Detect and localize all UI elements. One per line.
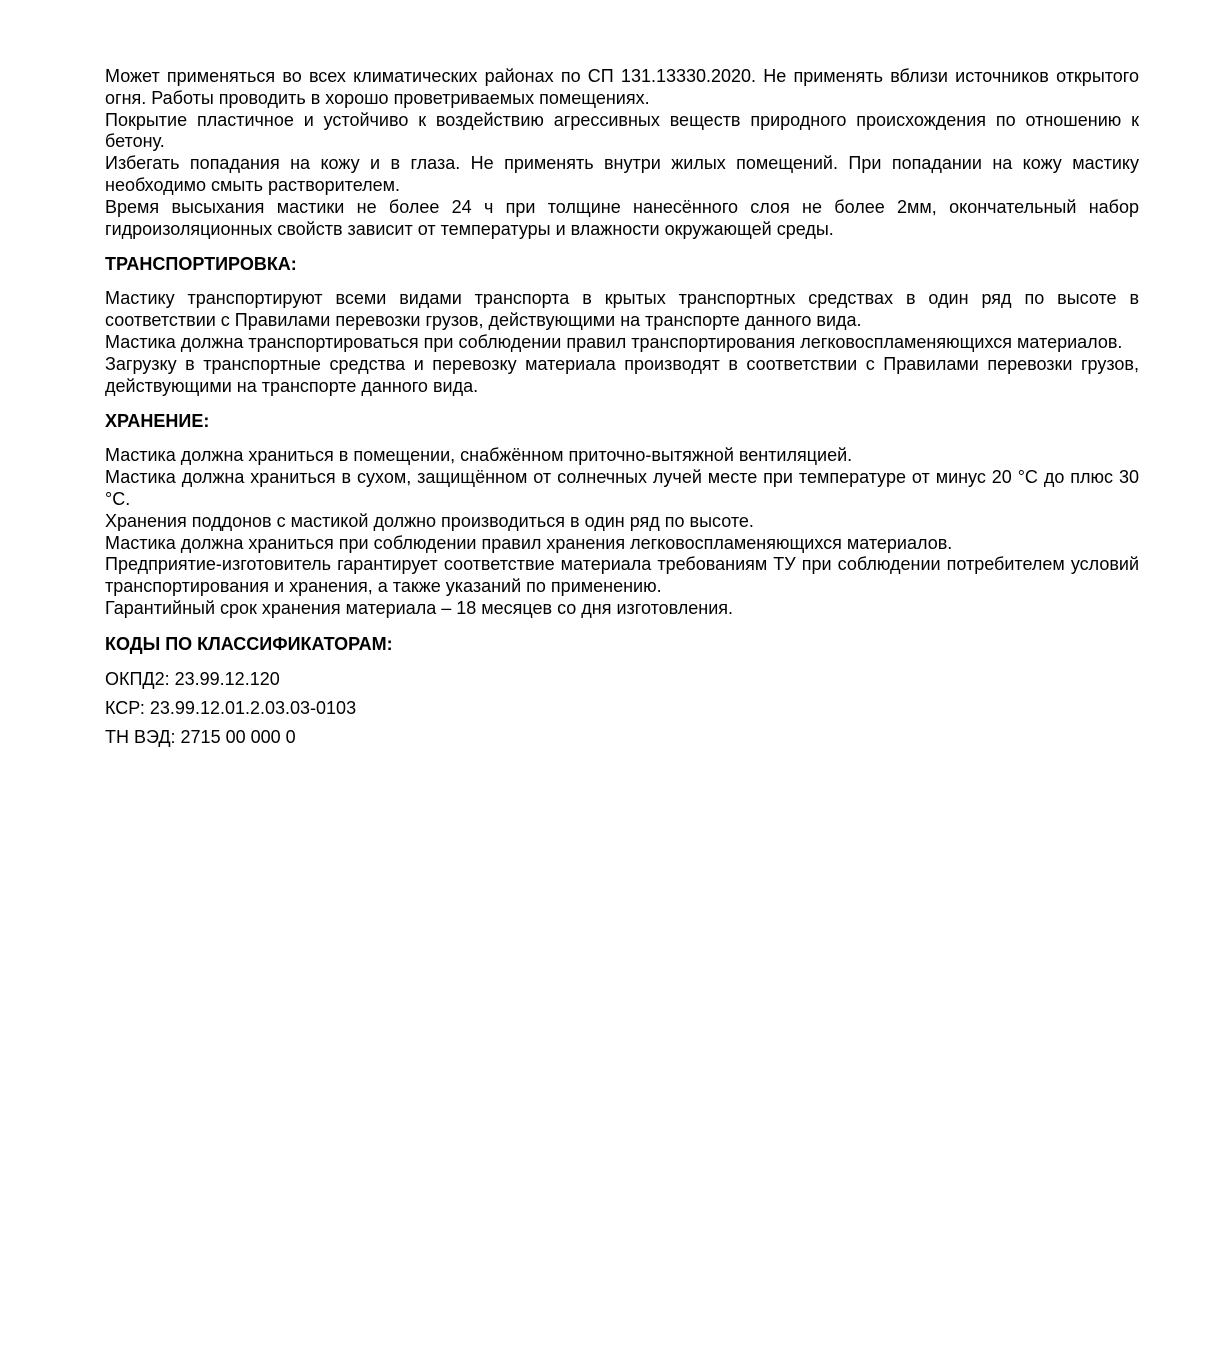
- section-heading-storage: ХРАНЕНИЕ:: [105, 411, 210, 432]
- paragraph: Предприятие-изготовитель гарантирует соответствие материала требованиям ТУ при соблюдении потребителем условий транспортирования и хранения, а также указаний по применению.: [105, 554, 1139, 597]
- paragraph: Мастика должна транспортироваться при соблюдении правил транспортирования легковоспламеняющихся материалов.: [105, 331, 1123, 352]
- paragraph: Избегать попадания на кожу и в глаза. Не применять внутри жилых помещений. При попадании на кожу мастику необходимо смыть растворителем.: [105, 153, 1139, 195]
- paragraph: Мастика должна храниться в помещении, снабжённом приточно-вытяжной вентиляцией.: [105, 445, 853, 466]
- code-okpd2: ОКПД2: 23.99.12.120: [105, 668, 280, 689]
- paragraph: Мастика должна храниться при соблюдении правил хранения легковоспламеняющихся материалов.: [105, 532, 953, 553]
- code-tn-ved: ТН ВЭД: 2715 00 000 0: [105, 726, 296, 747]
- section-heading-codes: КОДЫ ПО КЛАССИФИКАТОРАМ:: [105, 633, 393, 654]
- document-page: [105, 66, 1139, 755]
- paragraph: Мастику транспортируют всеми видами транспорта в крытых транспортных средствах в один ряд по высоте в соответствии с Правилами перевозки грузов, действующими на транспорте данного вида.: [105, 288, 1139, 331]
- paragraph: Загрузку в транспортные средства и перевозку материала производят в соответствии с Правилами перевозки грузов, действующими на транспорте данного вида.: [105, 353, 1139, 396]
- code-ksr: КСР: 23.99.12.01.2.03.03-0103: [105, 697, 357, 718]
- paragraph: Мастика должна храниться в сухом, защищённом от солнечных лучей месте при температуре от минус 20 °С до плюс 30 °С.: [105, 467, 1139, 509]
- paragraph: Хранения поддонов с мастикой должно производиться в один ряд по высоте.: [105, 510, 754, 531]
- section-heading-transport: ТРАНСПОРТИРОВКА:: [105, 254, 297, 275]
- paragraph: Время высыхания мастики не более 24 ч при толщине нанесённого слоя не более 2мм, окончательный набор гидроизоляционных свойств зависит от температуры и влажности окружающей среды.: [105, 196, 1139, 239]
- paragraph: Может применяться во всех климатических районах по СП 131.13330.2020. Не применять вблизи источников открытого огня. Работы проводить в хорошо проветриваемых помещениях.: [105, 66, 1139, 108]
- paragraph: Покрытие пластичное и устойчиво к воздействию агрессивных веществ природного происхождения по отношению к бетону.: [105, 109, 1139, 152]
- storage-section: [105, 410, 1139, 619]
- paragraph: Гарантийный срок хранения материала – 18 месяцев со дня изготовления.: [105, 597, 734, 618]
- transport-section: [105, 253, 1139, 397]
- codes-section: [105, 633, 1139, 748]
- intro-section: [105, 66, 1139, 240]
